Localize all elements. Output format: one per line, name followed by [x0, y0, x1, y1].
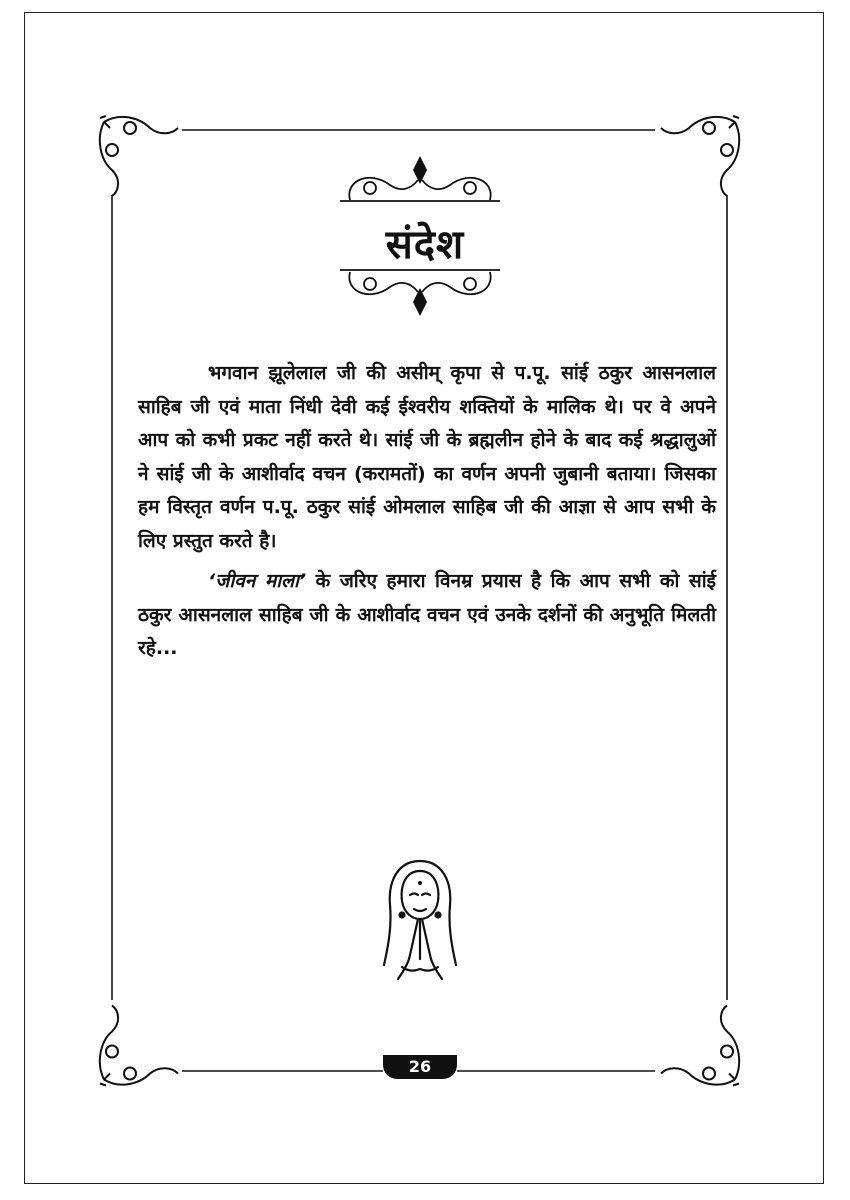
corner-ornament-top-right-icon [661, 116, 739, 196]
namaste-woman-icon [380, 855, 460, 985]
heading-ornament-bottom-icon [340, 270, 500, 314]
paragraph-2-text: के जरिए हमारा विनम्र प्रयास है कि आप सभी को सांई ठकुर आसनलाल साहिब जी के आशीर्वाद वचन एवं उनके दर्शनों की अनुभूति मिलती रहे... [138, 570, 716, 659]
corner-ornament-bottom-right-icon [661, 1006, 739, 1086]
paragraph-2 [138, 565, 716, 666]
heading-ornament-top-icon [340, 158, 500, 201]
page-number: 26 [383, 1055, 457, 1079]
corner-ornament-top-left-icon [100, 116, 178, 196]
book-name: ‘जीवन माला’ [208, 570, 307, 592]
page-title: संदेश [385, 222, 465, 268]
message-body [138, 357, 716, 673]
paragraph-1: भगवान झूलेलाल जी की असीम् कृपा से प.पू. सांई ठकुर आसनलाल साहिब जी एवं माता निंधी देवी कई ईश्वरीय शक्तियों के मालिक थे। पर वे अपने आप को कभी प्रकट नहीं करते थे। सांई जी के ब्रह्मलीन होने के बाद कई श्रद्धालुओं ने सांई जी के आशीर्वाद वचन (करामतों) का वर्णन अपनी जुबानी बताया। जिसका हम विस्तृत वर्णन प.पू. ठकुर सांई ओमलाल साहिब जी की आज्ञा से आप सभी के लिए प्रस्तुत करते है। [138, 362, 716, 552]
corner-ornament-bottom-left-icon [100, 1006, 178, 1086]
